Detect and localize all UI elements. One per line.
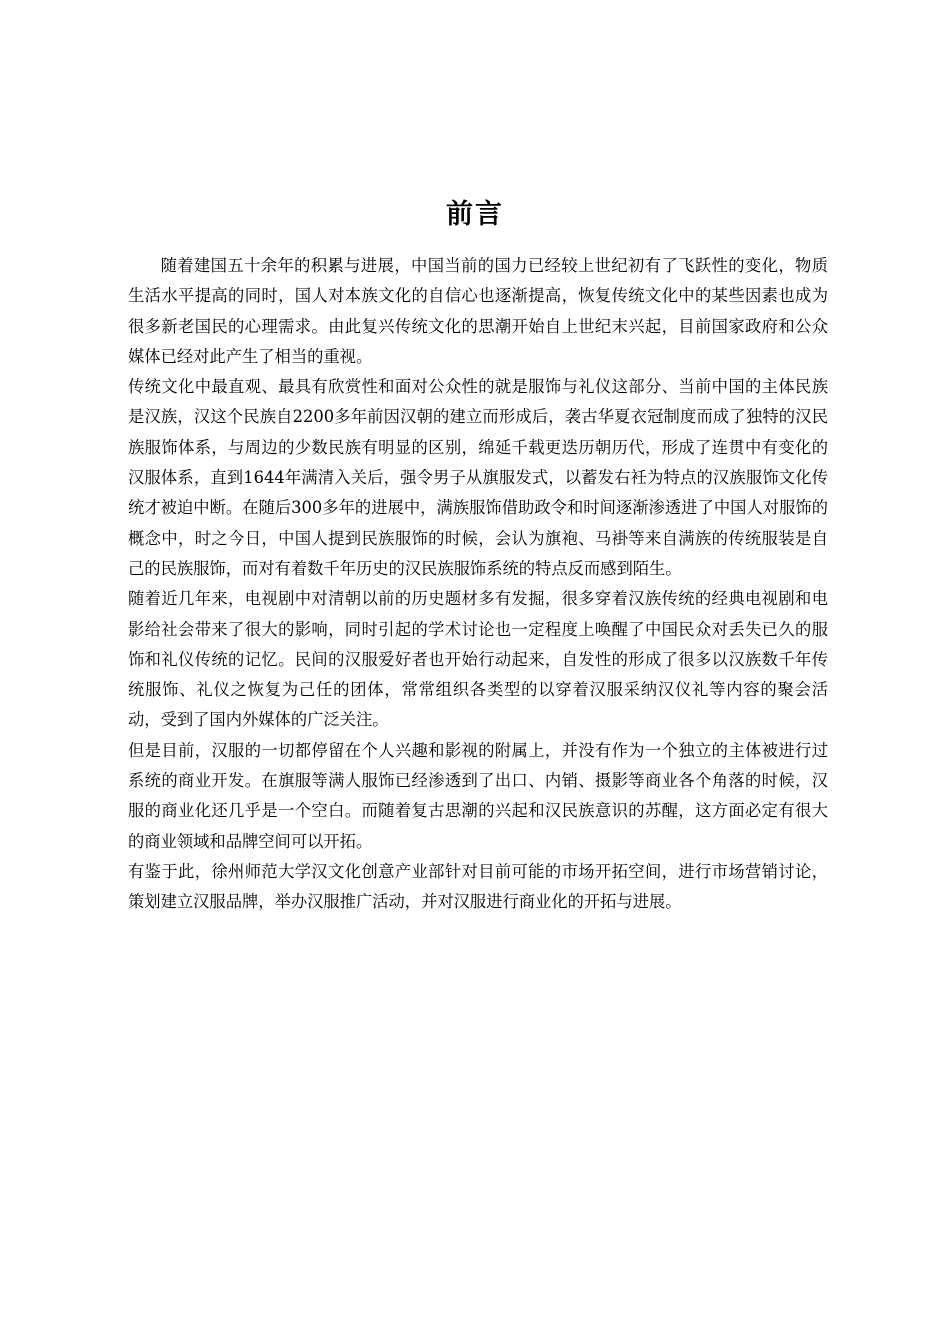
document-body (128, 251, 828, 918)
paragraph-commercial-gap: 但是目前，汉服的一切都停留在个人兴趣和影视的附属上，并没有作为一个独立的主体被进行过系统的商业开发。在旗服等满人服饰已经渗透到了出口、内销、摄影等商业各个角落的时候，汉服的商业化还几乎是一个空白。而随着复古思潮的兴起和汉民族意识的苏醒，这方面必定有很大的商业领域和品牌空间可以开拓。 (128, 740, 828, 851)
page-title: 前言 (446, 199, 504, 230)
paragraph-tv-influence: 随着近几年来，电视剧中对清朝以前的历史题材多有发掘，很多穿着汉族传统的经典电视剧和电影给社会带来了很大的影响，同时引起的学术讨论也一定程度上唤醒了中国民众对丢失已久的服饰和礼仪传统的记忆。民间的汉服爱好者也开始行动起来，自发性的形成了很多以汉族数千年传统服饰、礼仪之恢复为己任的团体，常常组织各类型的以穿着汉服采纳汉仪礼等内容的聚会活动，受到了国内外媒体的广泛关注。 (128, 589, 828, 730)
paragraph-conclusion: 有鉴于此，徐州师范大学汉文化创意产业部针对目前可能的市场开拓空间，进行市场营销讨论，策划建立汉服品牌，举办汉服推广活动，并对汉服进行商业化的开拓与进展。 (128, 861, 828, 912)
paragraph-intro: 随着建国五十余年的积累与进展，中国当前的国力已经较上世纪初有了飞跃性的变化，物质生活水平提高的同时，国人对本族文化的自信心也逐渐提高，恢复传统文化中的某些因素也成为很多新老国民的心理需求。由此复兴传统文化的思潮开始自上世纪末兴起，目前国家政府和公众媒体已经对此产生了相当的重视。 (128, 256, 828, 366)
paragraph-traditional-culture: 传统文化中最直观、最具有欣赏性和面对公众性的就是服饰与礼仪这部分、当前中国的主体民族是汉族，汉这个民族自2200多年前因汉朝的建立而形成后，袭古华夏衣冠制度而成了独特的汉民族服饰体系，与周边的少数民族有明显的区别，绵延千载更迭历朝历代，形成了连贯中有变化的汉服体系，直到1644年满清入关后，强令男子从旗服发式，以蓄发右衽为特点的汉族服饰文化传统才被迫中断。在随后300多年的进展中，满族服饰借助政令和时间逐渐渗透进了中国人对服饰的概念中，时之今日，中国人提到民族服饰的时候，会认为旗袍、马褂等来自满族的传统服装是自己的民族服饰，而对有着数千年历史的汉民族服饰系统的特点反而感到陌生。 (128, 377, 828, 578)
